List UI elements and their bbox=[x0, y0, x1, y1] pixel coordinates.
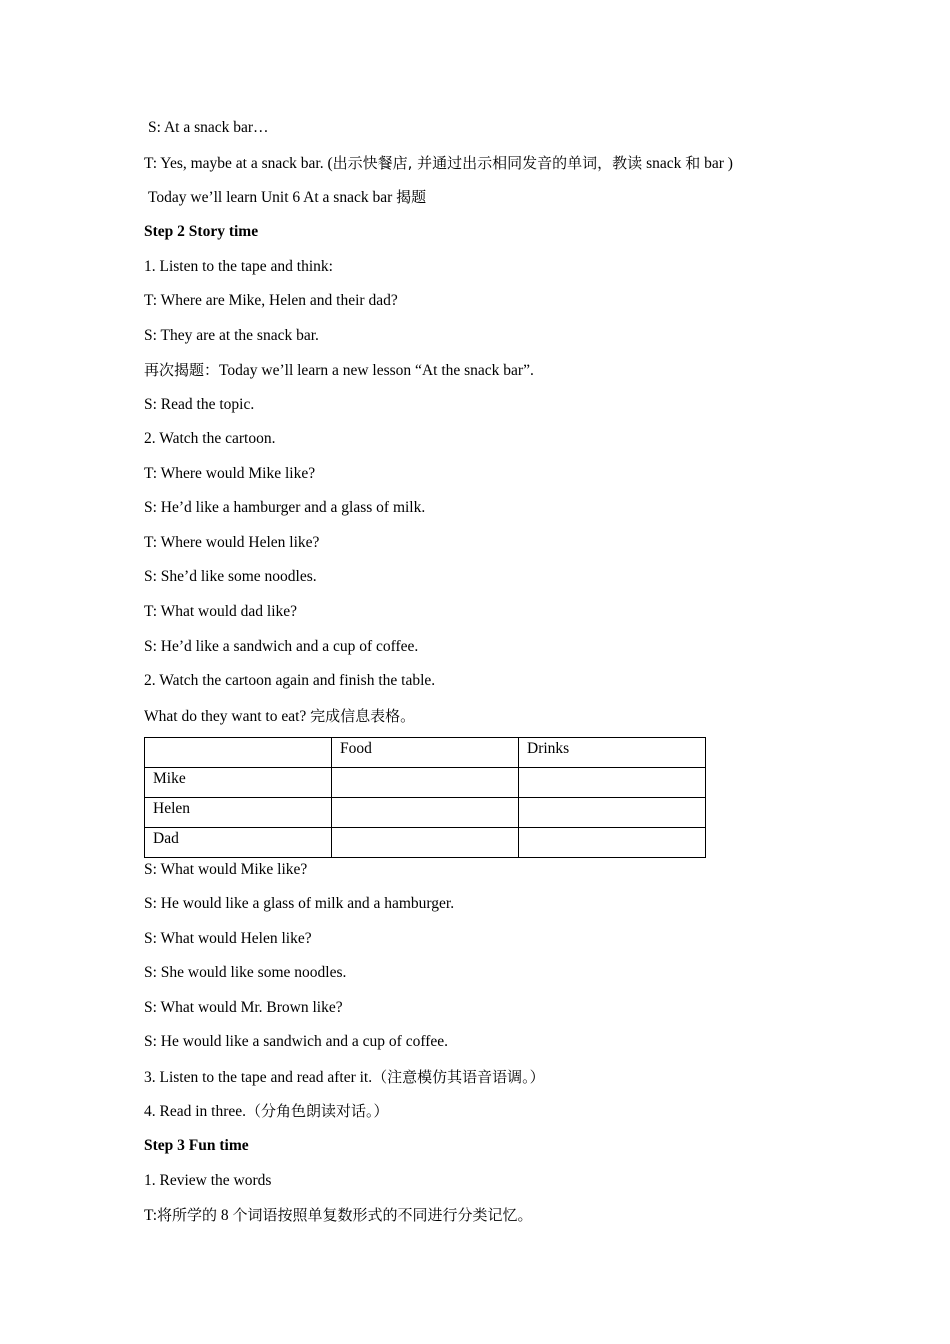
text-line: 1. Listen to the tape and think: bbox=[144, 258, 333, 275]
table-cell bbox=[519, 798, 706, 828]
table-row bbox=[145, 828, 706, 858]
text-line: S: She’d like some noodles. bbox=[144, 568, 317, 585]
text-line: 1. Review the words bbox=[144, 1172, 272, 1189]
text-line: 2. Watch the cartoon again and finish the table. bbox=[144, 672, 436, 689]
table-header-cell: Drinks bbox=[519, 738, 706, 768]
table-header-cell: Food bbox=[332, 738, 519, 768]
info-table bbox=[144, 737, 706, 858]
text-line: Today we’ll learn Unit 6 At a snack bar 揭题 bbox=[148, 188, 427, 206]
table-row bbox=[145, 768, 706, 798]
table-cell bbox=[332, 798, 519, 828]
text-line: 3. Listen to the tape and read after it.（注意模仿其语音语调。） bbox=[144, 1068, 545, 1086]
text-line: T: Where would Helen like? bbox=[144, 534, 320, 551]
text-line: S: What would Helen like? bbox=[144, 930, 312, 947]
table-row bbox=[145, 798, 706, 828]
text-line: S: He would like a sandwich and a cup of coffee. bbox=[144, 1033, 449, 1050]
text-line: 2. Watch the cartoon. bbox=[144, 430, 276, 447]
text-line: T:将所学的 8 个词语按照单复数形式的不同进行分类记忆。 bbox=[144, 1206, 533, 1224]
text-line: S: What would Mr. Brown like? bbox=[144, 999, 343, 1016]
text-line: S: He would like a glass of milk and a hamburger. bbox=[144, 895, 455, 912]
text-line: 4. Read in three.（分角色朗读对话。） bbox=[144, 1102, 389, 1120]
table-header-cell bbox=[145, 738, 332, 768]
text-line: S: What would Mike like? bbox=[144, 861, 308, 878]
table-cell: Helen bbox=[145, 798, 332, 828]
table-cell: Mike bbox=[145, 768, 332, 798]
text-line: T: What would dad like? bbox=[144, 603, 298, 620]
table-cell bbox=[332, 828, 519, 858]
table-cell bbox=[519, 768, 706, 798]
text-line: S: He’d like a sandwich and a cup of coffee. bbox=[144, 638, 419, 655]
text-line: T: Yes, maybe at a snack bar. (出示快餐店, 并通过出示相同发音的单词，教读 snack 和 bar ) bbox=[144, 154, 733, 172]
text-line: S: Read the topic. bbox=[144, 396, 255, 413]
table-header-row bbox=[145, 738, 706, 768]
section-heading: Step 2 Story time bbox=[144, 223, 259, 240]
text-line: S: He’d like a hamburger and a glass of milk. bbox=[144, 499, 426, 516]
text-line: 再次揭题：Today we’ll learn a new lesson “At the snack bar”. bbox=[144, 361, 534, 379]
section-heading: Step 3 Fun time bbox=[144, 1137, 249, 1154]
table-cell bbox=[332, 768, 519, 798]
text-line: S: They are at the snack bar. bbox=[144, 327, 319, 344]
table-cell bbox=[519, 828, 706, 858]
text-line: What do they want to eat? 完成信息表格。 bbox=[144, 707, 416, 725]
text-line: T: Where would Mike like? bbox=[144, 465, 316, 482]
text-line: S: She would like some noodles. bbox=[144, 964, 347, 981]
text-line: S: At a snack bar… bbox=[148, 119, 269, 136]
text-line: T: Where are Mike, Helen and their dad? bbox=[144, 292, 398, 309]
table-cell: Dad bbox=[145, 828, 332, 858]
